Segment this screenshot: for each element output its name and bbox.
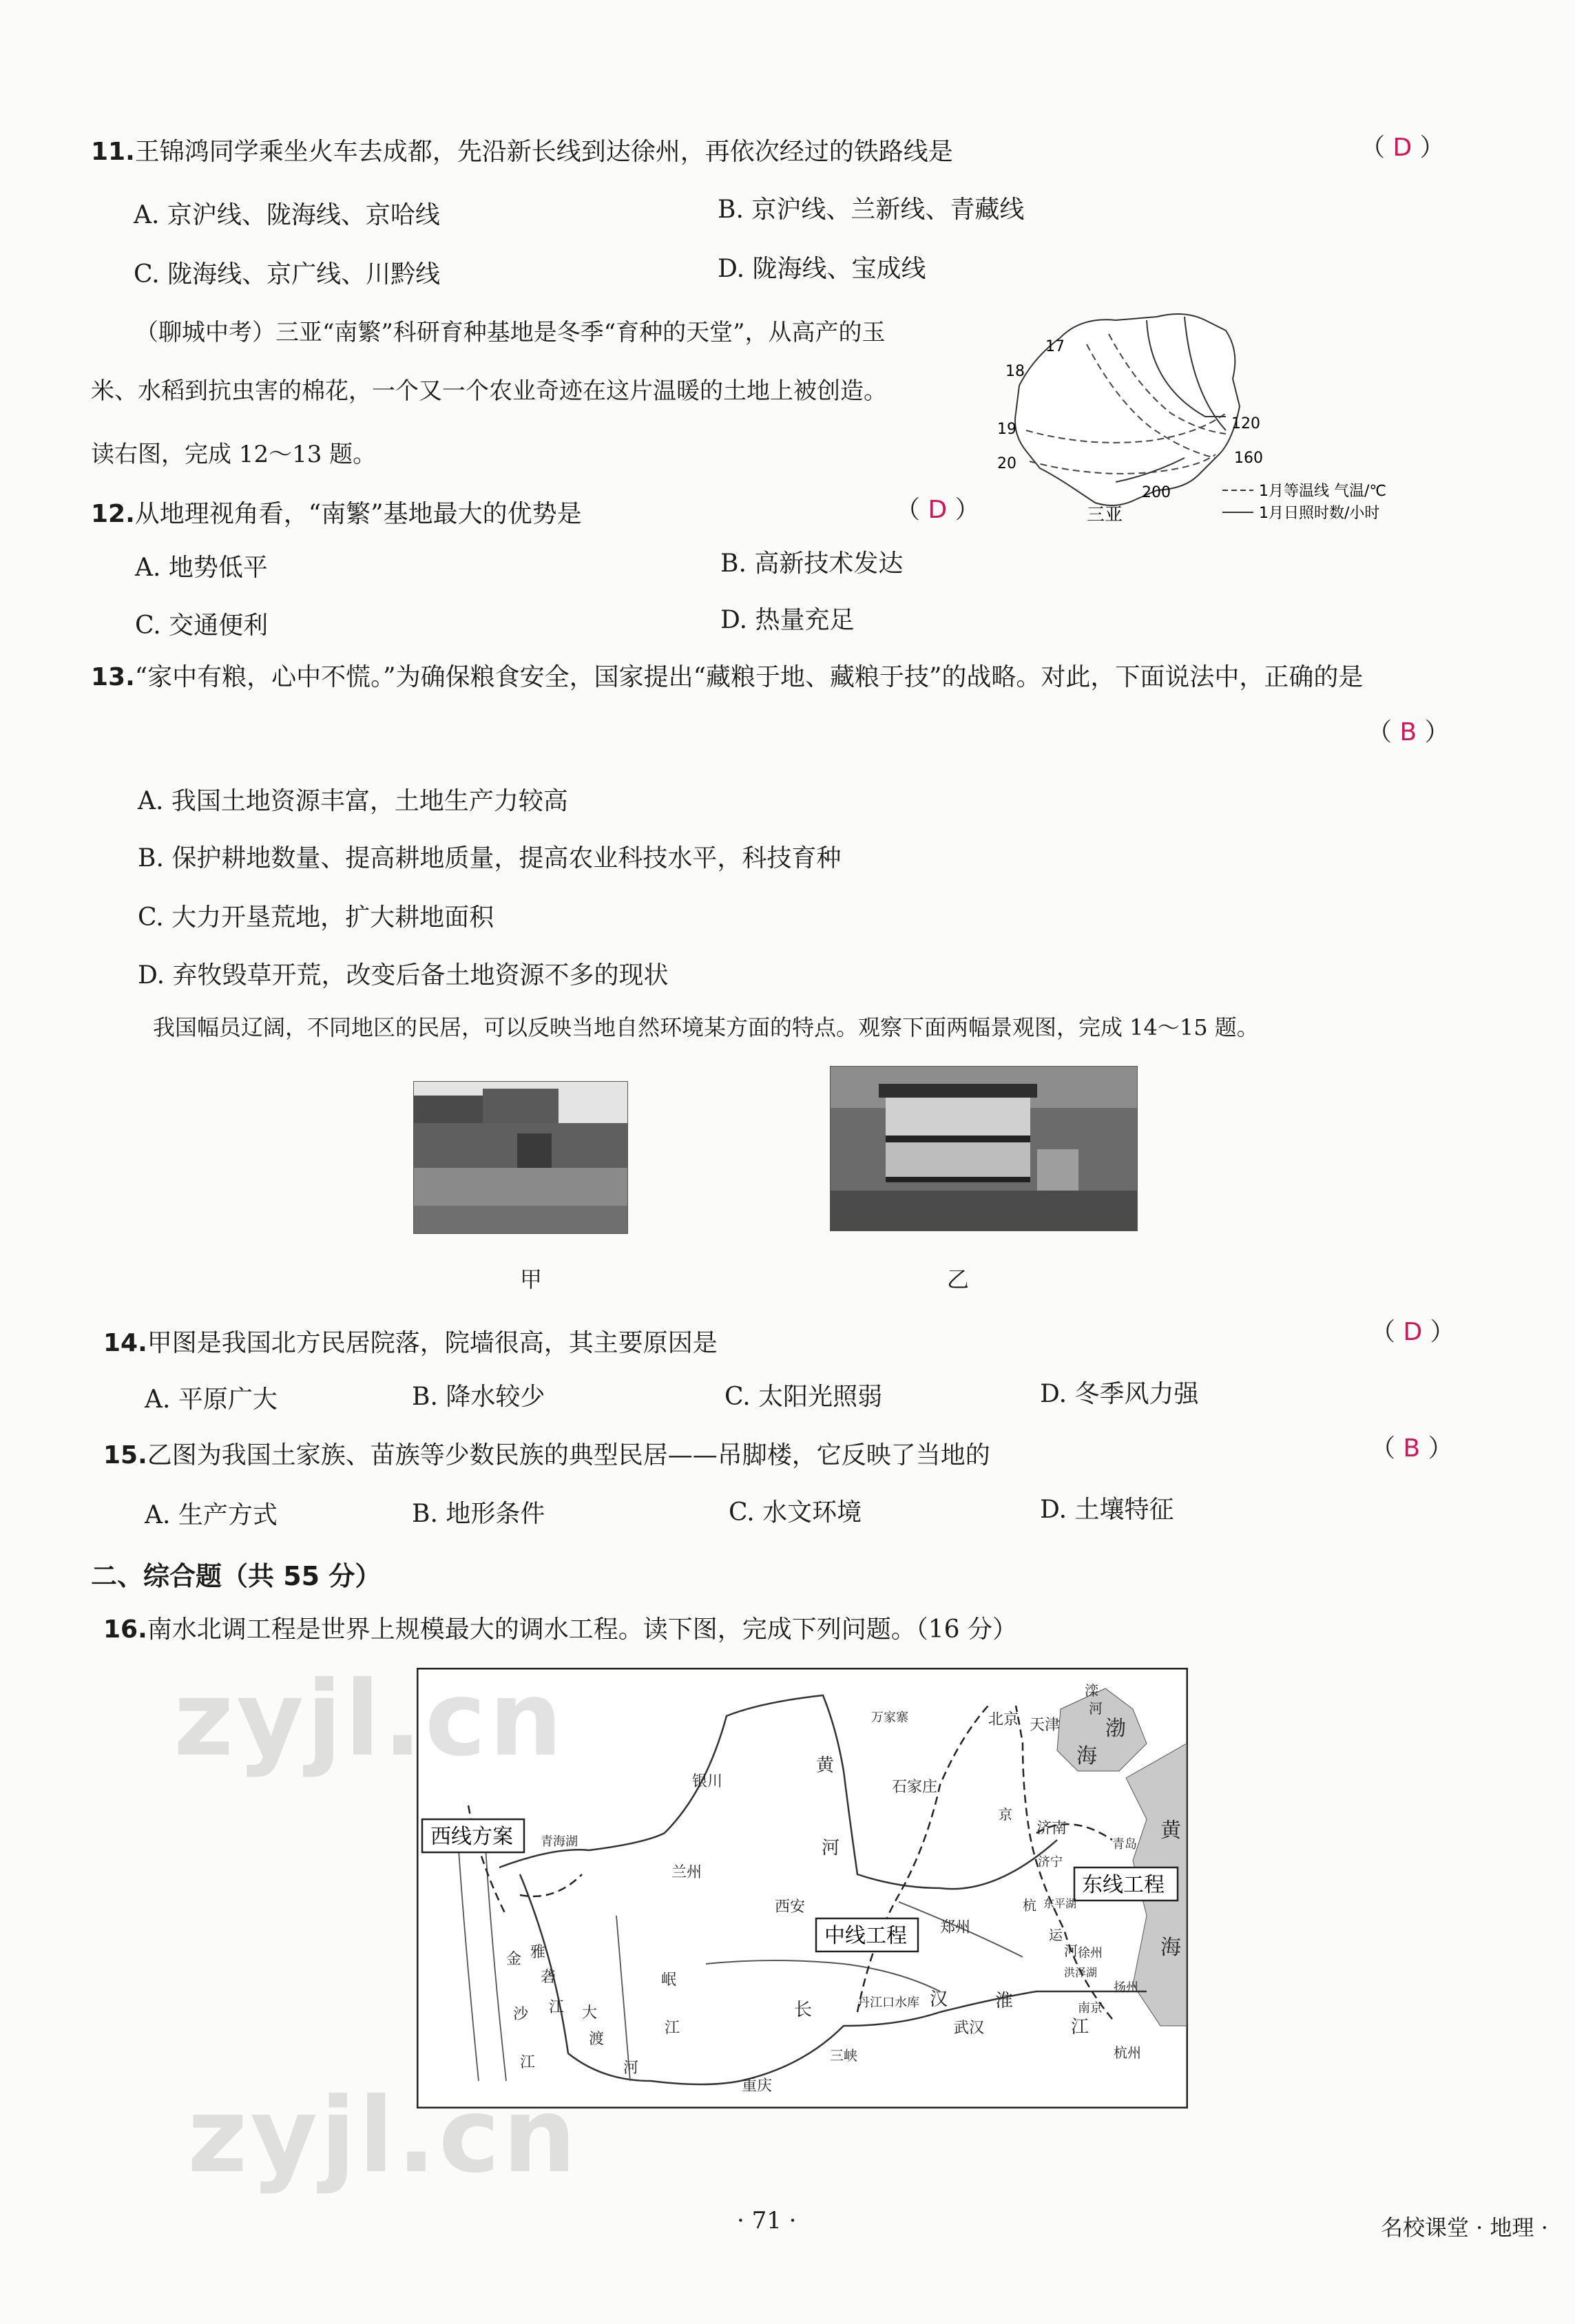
- q13-answer-value: B: [1399, 718, 1417, 746]
- east-route-box: [1074, 1867, 1178, 1901]
- photo-caption-yi: 乙: [947, 1266, 970, 1292]
- intro-12-line1: （聊城中考）三亚“南繁”科研育种基地是冬季“育种的天堂”，从高产的玉: [135, 319, 886, 346]
- river-chang: 长: [794, 2000, 813, 2020]
- city-yinchuan: 银川: [692, 1773, 723, 1790]
- section-2-heading: 二、综合题（共 55 分）: [91, 1561, 382, 1591]
- river-han: 汉: [930, 1989, 948, 2010]
- q13-stem: [91, 658, 1363, 693]
- q14-answer: （ D ）: [1370, 1318, 1455, 1346]
- river-da: 大: [582, 2004, 598, 2022]
- q14-option-d: D. 冬季风力强: [1040, 1380, 1199, 1408]
- river-jiang-4: 江: [665, 2020, 680, 2037]
- hainan-label-19: 19: [997, 421, 1016, 438]
- canal-hang: 杭: [1023, 1897, 1036, 1914]
- page-number: · 71 ·: [737, 2207, 797, 2234]
- hainan-label-sanya: 三亚: [1087, 505, 1123, 525]
- city-tianjin: 天津: [1030, 1717, 1061, 1734]
- river-huai: 淮: [995, 1991, 1014, 2011]
- city-xuzhou: 徐州: [1078, 1946, 1103, 1960]
- hainan-label-200: 200: [1142, 484, 1171, 501]
- footer-series: 名校课堂 · 地理 ·: [1381, 2215, 1548, 2241]
- q13-option-c: C. 大力开垦荒地，扩大耕地面积: [138, 903, 494, 932]
- q12-stem: [91, 494, 582, 530]
- q12-option-d: D. 热量充足: [720, 606, 855, 634]
- city-nanjing: 南京: [1078, 2001, 1103, 2016]
- q15-answer-value: B: [1403, 1434, 1421, 1463]
- city-hangzhou: 杭州: [1114, 2044, 1141, 2061]
- q11-option-d: D. 陇海线、宝成线: [718, 255, 926, 283]
- river-huang-2: 河: [822, 1838, 840, 1859]
- river-ya: 雅: [530, 1944, 546, 1961]
- river-long: 砻: [541, 1969, 556, 1986]
- lake-dongping: 东平湖: [1043, 1897, 1077, 1910]
- q11-text: 王锦鸿同学乘坐火车去成都，先沿新长线到达徐州，再依次经过的铁路线是: [134, 138, 953, 166]
- q11-option-b: B. 京沪线、兰新线、青藏线: [718, 196, 1025, 224]
- sea-bo-2: 海: [1076, 1744, 1097, 1768]
- west-route-box: [422, 1819, 524, 1852]
- q13-answer: （ B ）: [1367, 718, 1450, 746]
- city-jining: 济宁: [1038, 1855, 1063, 1870]
- canal-jing: 京: [999, 1806, 1012, 1823]
- river-jiang: 江: [1071, 2017, 1089, 2038]
- city-sanxia: 三峡: [830, 2047, 857, 2064]
- q14-option-b: B. 降水较少: [412, 1383, 545, 1411]
- river-he: 河: [623, 2060, 639, 2077]
- q11-option-c: C. 陇海线、京广线、川黔线: [134, 260, 441, 289]
- reservoir-danjiangkou: 丹江口水库: [857, 1996, 919, 2010]
- q12-text: 从地理视角看，“南繁”基地最大的优势是: [134, 500, 582, 528]
- river-huang-1: 黄: [816, 1755, 835, 1776]
- river-jin: 金: [506, 1951, 522, 1968]
- hainan-label-17: 17: [1045, 338, 1065, 355]
- q13-option-d: D. 弃牧毁草开荒，改变后备土地资源不多的现状: [138, 961, 669, 990]
- river-luan-1: 滦: [1085, 1682, 1098, 1699]
- city-jinan: 济南: [1036, 1820, 1067, 1837]
- q11-answer: （ D ）: [1360, 134, 1445, 162]
- q14-text: 甲图是我国北方民居院落，院墙很高，其主要原因是: [147, 1329, 718, 1357]
- intro-12-line2: 米、水稻到抗虫害的棉花，一个又一个农业奇迹在这片温暖的土地上被创造。: [91, 377, 887, 405]
- q14-option-c: C. 太阳光照弱: [724, 1383, 883, 1411]
- river-du: 渡: [589, 2031, 605, 2048]
- q15-number: 15.: [103, 1441, 147, 1469]
- hainan-label-160: 160: [1234, 450, 1263, 467]
- lake-qinghai: 青海湖: [541, 1834, 578, 1849]
- canal-he: 河: [1064, 1943, 1078, 1959]
- q15-option-d: D. 土壤特征: [1040, 1496, 1174, 1524]
- q15-answer: （ B ）: [1370, 1434, 1453, 1463]
- lake-hongze: 洪泽湖: [1064, 1966, 1098, 1979]
- q11-stem: [91, 132, 953, 167]
- river-jiang-2: 江: [520, 2054, 536, 2071]
- city-lanzhou: 兰州: [671, 1864, 702, 1881]
- hainan-climate-map: [978, 303, 1446, 530]
- q16-stem: [103, 1610, 1017, 1645]
- hainan-legend-isotherm: 1月等温线 气温/℃: [1259, 483, 1387, 500]
- sea-huang-1: 黄: [1160, 1819, 1181, 1843]
- q12-answer: （ D ）: [895, 496, 980, 524]
- q11-option-a: A. 京沪线、陇海线、京哈线: [134, 201, 440, 229]
- q11-answer-value: D: [1393, 134, 1412, 162]
- q13-text: “家中有粮，心中不慌。”为确保粮食安全，国家提出“藏粮于地、藏粮于技”的战略。对此，下面说法中，正确的是: [134, 663, 1364, 691]
- hainan-label-18: 18: [1005, 363, 1025, 380]
- stilt-house-image: [831, 1067, 1137, 1231]
- city-shijiazhuang: 石家庄: [892, 1779, 938, 1796]
- middle-route-label: 中线工程: [824, 1924, 907, 1948]
- photo-stilt-house: [830, 1066, 1138, 1231]
- q15-option-b: B. 地形条件: [412, 1500, 545, 1528]
- river-jiang-3: 江: [549, 1999, 565, 2016]
- q12-number: 12.: [91, 500, 135, 528]
- middle-route-box: [816, 1918, 918, 1951]
- q15-stem: [103, 1436, 990, 1471]
- q13-number: 13.: [91, 663, 135, 691]
- q11-number: 11.: [91, 138, 135, 166]
- q13-option-b: B. 保护耕地数量、提高耕地质量，提高农业科技水平，科技育种: [138, 844, 842, 872]
- q12-option-c: C. 交通便利: [135, 611, 269, 640]
- river-min: 岷: [661, 1971, 677, 1989]
- q14-answer-value: D: [1403, 1318, 1423, 1346]
- q12-option-a: A. 地势低平: [135, 554, 268, 582]
- q14-option-a: A. 平原广大: [145, 1385, 278, 1414]
- city-chongqing: 重庆: [742, 2077, 773, 2095]
- sea-huang-2: 海: [1160, 1936, 1181, 1960]
- watermark-bottom: zyjl.cn: [187, 2076, 579, 2196]
- city-zhengzhou: 郑州: [940, 1919, 971, 1936]
- q15-text: 乙图为我国土家族、苗族等少数民族的典型民居——吊脚楼，它反映了当地的: [147, 1441, 990, 1469]
- canal-yun: 运: [1049, 1927, 1063, 1943]
- photo-northern-courtyard: [413, 1081, 628, 1234]
- west-route-label: 西线方案: [430, 1825, 513, 1849]
- photo-caption-jia: 甲: [520, 1266, 543, 1292]
- q15-option-c: C. 水文环境: [729, 1498, 862, 1527]
- sea-bo-1: 渤: [1105, 1717, 1126, 1741]
- watermark-top: zyjl.cn: [174, 1660, 565, 1779]
- q16-number: 16.: [103, 1615, 147, 1644]
- intro-14: 我国幅员辽阔，不同地区的民居，可以反映当地自然环境某方面的特点。观察下面两幅景观图，完成 14～15 题。: [153, 1014, 1259, 1040]
- city-wanjiazhai: 万家寨: [871, 1710, 908, 1725]
- intro-12-line3: 读右图，完成 12～13 题。: [91, 441, 377, 468]
- city-yangzhou: 扬州: [1114, 1980, 1138, 1995]
- east-route-label: 东线工程: [1082, 1873, 1165, 1897]
- river-sha: 沙: [513, 2006, 529, 2023]
- river-luan-2: 河: [1089, 1700, 1103, 1717]
- q16-text: 南水北调工程是世界上规模最大的调水工程。读下图，完成下列问题。（16 分）: [147, 1615, 1018, 1644]
- courtyard-image: [414, 1082, 627, 1233]
- q14-number: 14.: [103, 1329, 147, 1357]
- hainan-label-20: 20: [997, 455, 1016, 472]
- city-xian: 西安: [775, 1898, 806, 1916]
- hainan-legend-sunshine: 1月日照时数/小时: [1259, 505, 1380, 522]
- q13-option-a: A. 我国土地资源丰富，土地生产力较高: [138, 787, 568, 815]
- q12-option-b: B. 高新技术发达: [720, 549, 904, 578]
- q14-stem: [103, 1323, 718, 1359]
- city-beijing: 北京: [988, 1711, 1019, 1728]
- city-wuhan: 武汉: [954, 2020, 985, 2037]
- hainan-label-120: 120: [1231, 415, 1260, 432]
- city-qingdao: 青岛: [1112, 1837, 1137, 1852]
- q12-answer-value: D: [928, 496, 948, 524]
- q15-option-a: A. 生产方式: [145, 1501, 278, 1529]
